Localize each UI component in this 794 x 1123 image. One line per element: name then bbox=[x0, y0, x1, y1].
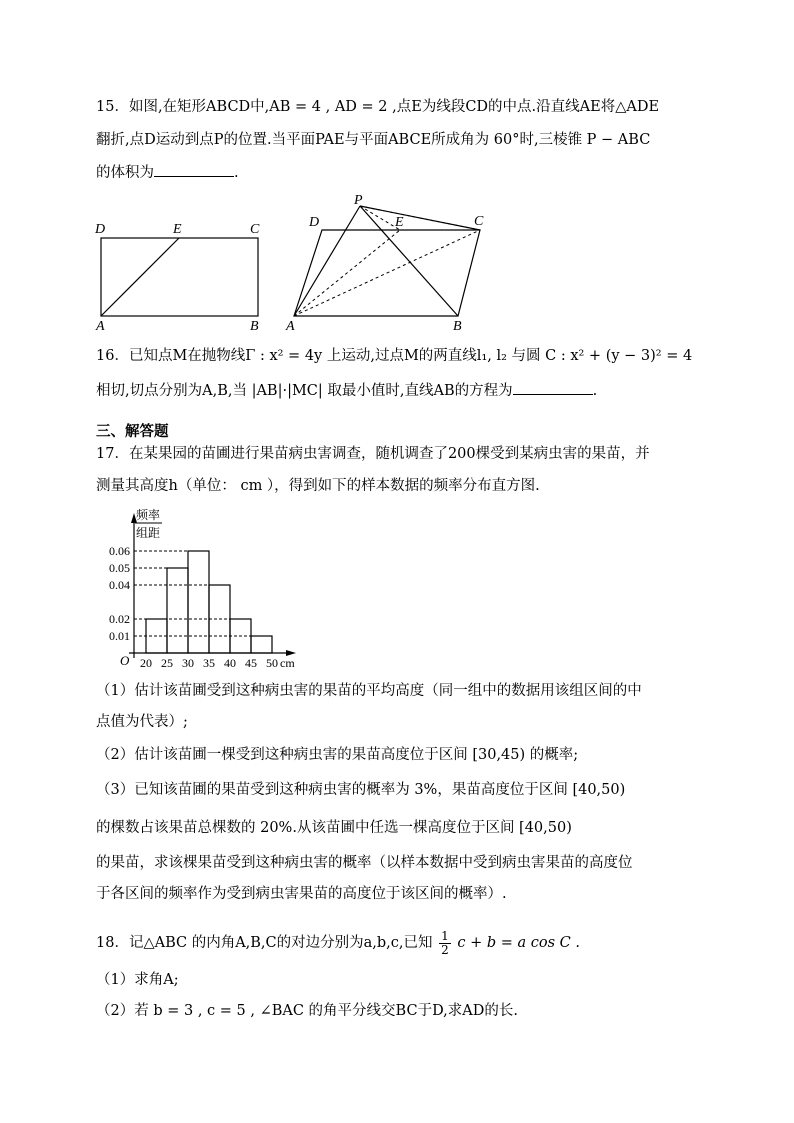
label-e2: E bbox=[395, 215, 404, 230]
q17-line-1: 17．在某果园的苗圃进行果苗病虫害调查，随机调查了200棵受到某病虫害的果苗，并 bbox=[96, 446, 650, 462]
answer-blank-16 bbox=[513, 380, 593, 395]
fraction-numerator: 1 bbox=[441, 928, 449, 943]
histogram-bar bbox=[251, 636, 272, 653]
q17-part1-line-2: 点值为代表）; bbox=[96, 714, 188, 730]
q17-part3-line-4: 于各区间的频率作为受到病虫害果苗的高度位于该区间的概率）. bbox=[96, 886, 507, 902]
q17-part3-line-1: （3）已知该苗圃的果苗受到这种病虫害的概率为 3%，果苗高度位于区间 [40,50) bbox=[96, 782, 626, 798]
figure-folded-pyramid bbox=[282, 192, 492, 334]
q15-line-3 bbox=[96, 162, 239, 183]
histogram-bar bbox=[167, 568, 188, 653]
label-b: B bbox=[250, 319, 259, 334]
q17-part3-line-3: 的果苗，求该棵果苗受到这种病虫害的概率（以样本数据中受到病虫害果苗的高度位 bbox=[96, 855, 633, 871]
frequency-histogram bbox=[92, 503, 322, 673]
x-tick-label: 30 bbox=[182, 656, 194, 670]
q15-line-1: 15．如图,在矩形ABCD中,AB = 4 , AD = 2 ,点E为线段CD的中点.沿直线AE将△ADE bbox=[96, 99, 660, 115]
fraction-one-half bbox=[439, 930, 451, 957]
x-unit-label: cm bbox=[280, 656, 295, 670]
q15-line-3-end: . bbox=[234, 165, 239, 181]
ylabel-bottom: 组距 bbox=[135, 526, 161, 540]
figure-rectangle-abcd bbox=[92, 218, 268, 334]
x-tick-label: 45 bbox=[245, 656, 257, 670]
label-a2: A bbox=[286, 319, 295, 334]
rectangle-abcd bbox=[101, 238, 258, 316]
x-tick-label: 40 bbox=[224, 656, 236, 670]
x-tick-label: 50 bbox=[266, 656, 278, 670]
origin-label: O bbox=[120, 653, 130, 668]
q17-part3-line-2: 的棵数占该果苗总棵数的 20%.从该苗圃中任选一棵高度位于区间 [40,50) bbox=[96, 820, 572, 836]
y-tick-label: 0.06 bbox=[109, 544, 130, 558]
fraction-denominator: 2 bbox=[441, 942, 449, 957]
ylabel-top: 频率 bbox=[135, 508, 161, 522]
section-title: 三、解答题 bbox=[96, 424, 169, 440]
q16-line-2-end: . bbox=[592, 383, 598, 399]
q16-line-2-text: 相切,切点分别为A,B,当 |AB|·|MC| 取最小值时,直线AB的方程为 bbox=[96, 383, 513, 399]
label-c: C bbox=[250, 222, 260, 237]
histogram-bar bbox=[188, 551, 209, 653]
edge-ae bbox=[294, 230, 400, 316]
label-a: A bbox=[96, 319, 105, 334]
x-tick-label: 25 bbox=[161, 656, 173, 670]
q18-part2: （2）若 b = 3 , c = 5 , ∠BAC 的角平分线交BC于D,求AD的长. bbox=[96, 1003, 518, 1019]
q18-text-post: c + b = a cos C . bbox=[457, 935, 580, 951]
label-c2: C bbox=[474, 214, 484, 229]
segment-ae bbox=[101, 238, 179, 316]
q18-text-pre: 18．记△ABC 的内角A,B,C的对边分别为a,b,c,已知 bbox=[96, 935, 433, 951]
y-tick-label: 0.02 bbox=[109, 612, 130, 626]
label-p: P bbox=[354, 193, 363, 208]
q15-line-2: 翻折,点D运动到点P的位置.当平面PAE与平面ABCE所成角为 60°时,三棱锥 P − ABC bbox=[96, 132, 651, 148]
y-tick-label: 0.05 bbox=[109, 561, 130, 575]
x-tick-label: 35 bbox=[203, 656, 215, 670]
y-tick-label: 0.04 bbox=[109, 578, 130, 592]
label-d2: D bbox=[309, 215, 320, 230]
q17-part1-line-1: （1）估计该苗圃受到这种病虫害的果苗的平均高度（同一组中的数据用该组区间的中 bbox=[96, 683, 642, 699]
label-e: E bbox=[173, 222, 182, 237]
label-d: D bbox=[95, 222, 106, 237]
q16-line-2 bbox=[96, 380, 597, 401]
q16-line-1: 16．已知点M在抛物线Γ : x² = 4y 上运动,过点M的两直线l₁, l₂ 与圆 C : x² + (y − 3)² = 4 bbox=[96, 348, 693, 364]
q18-part1: （1）求角A; bbox=[96, 972, 179, 988]
edge-pa bbox=[294, 206, 360, 316]
x-tick-label: 20 bbox=[140, 656, 152, 670]
q17-part2: （2）估计该苗圃一棵受到这种病虫害的果苗高度位于区间 [30,45) 的概率; bbox=[96, 747, 579, 763]
edge-ac bbox=[294, 230, 480, 316]
q17-line-2: 测量其高度h（单位： cm ），得到如下的样本数据的频率分布直方图. bbox=[96, 478, 540, 494]
answer-blank-15 bbox=[154, 162, 234, 177]
y-tick-label: 0.01 bbox=[109, 629, 130, 643]
label-b2: B bbox=[453, 319, 462, 334]
q15-line-3-text: 的体积为 bbox=[96, 165, 154, 181]
q18-line-1 bbox=[96, 928, 580, 958]
